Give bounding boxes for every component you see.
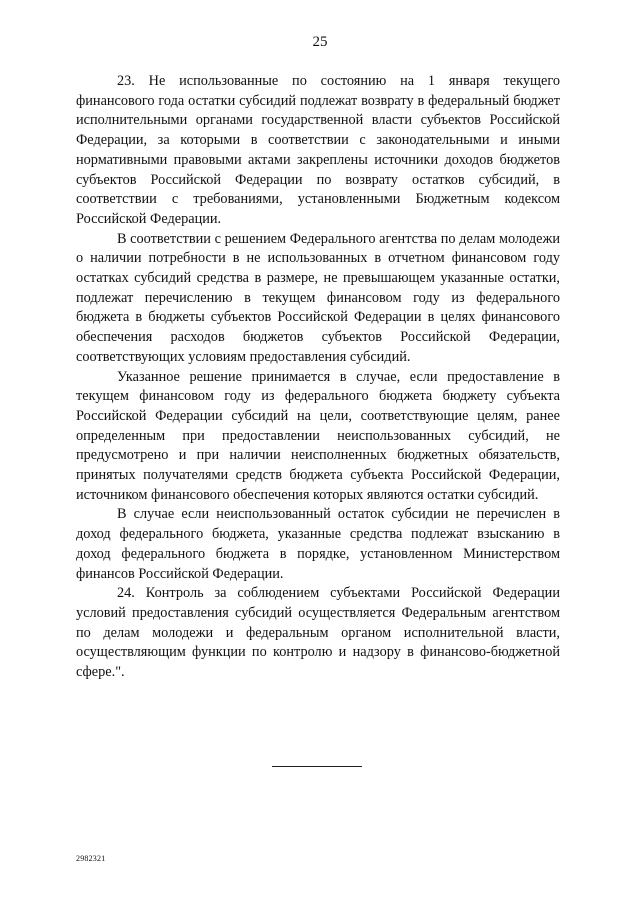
- paragraph-24: 24. Контроль за соблюдением субъектами Российской Федерации условий предоставления субсидий осуществляется Федеральным агентством по делам молодежи и федеральным органом исполнительной власти, осуществляющим функции по контролю и надзору в финансово-бюджетной сфере.".: [76, 585, 560, 681]
- paragraph-reallocation-decision: В соответствии с решением Федерального агентства по делам молодежи о наличии потребности в не использованных в отчетном финансовом году остатках субсидий средства в размере, не превышающем указанные остатки, подлежат перечислению в текущем финансовом году из федерального бюджета в бюджеты субъектов Российской Федерации в целях финансового обеспечения расходов бюджетов субъектов Российской Федерации, соответствующих условиям предоставления субсидий.: [76, 230, 560, 365]
- document-body: [76, 72, 560, 683]
- document-code: 2982321: [76, 854, 106, 863]
- paragraph-recovery: В случае если неиспользованный остаток субсидии не перечислен в доход федерального бюджета, указанные средства подлежат взысканию в доход федерального бюджета в порядке, установленном Министерством финансов Российской Федерации.: [76, 506, 560, 582]
- paragraph-decision-conditions: Указанное решение принимается в случае, если предоставление в текущем финансовом году из федерального бюджета бюджету субъекта Российской Федерации субсидий на цели, соответствующие целям, ранее определенным при предоставлении неиспользованных субсидий, не предусмотрено и при наличии неисполненных бюджетных обязательств, принятых получателями средств бюджета субъекта Российской Федерации, источником финансового обеспечения которых являются остатки субсидий.: [76, 368, 560, 503]
- separator-line: [272, 766, 362, 767]
- paragraph-23: 23. Не использованные по состоянию на 1 января текущего финансового года остатки субсидий подлежат возврату в федеральный бюджет исполнительными органами государственной власти субъектов Российской Федерации, за которыми в соответствии с законодательными и иными нормативными правовыми актами закреплены источники доходов бюджетов субъектов Российской Федерации по возврату остатков субсидий, в соответствии с требованиями, установленными Бюджетным кодексом Российской Федерации.: [76, 73, 560, 227]
- page-number: 25: [312, 34, 328, 50]
